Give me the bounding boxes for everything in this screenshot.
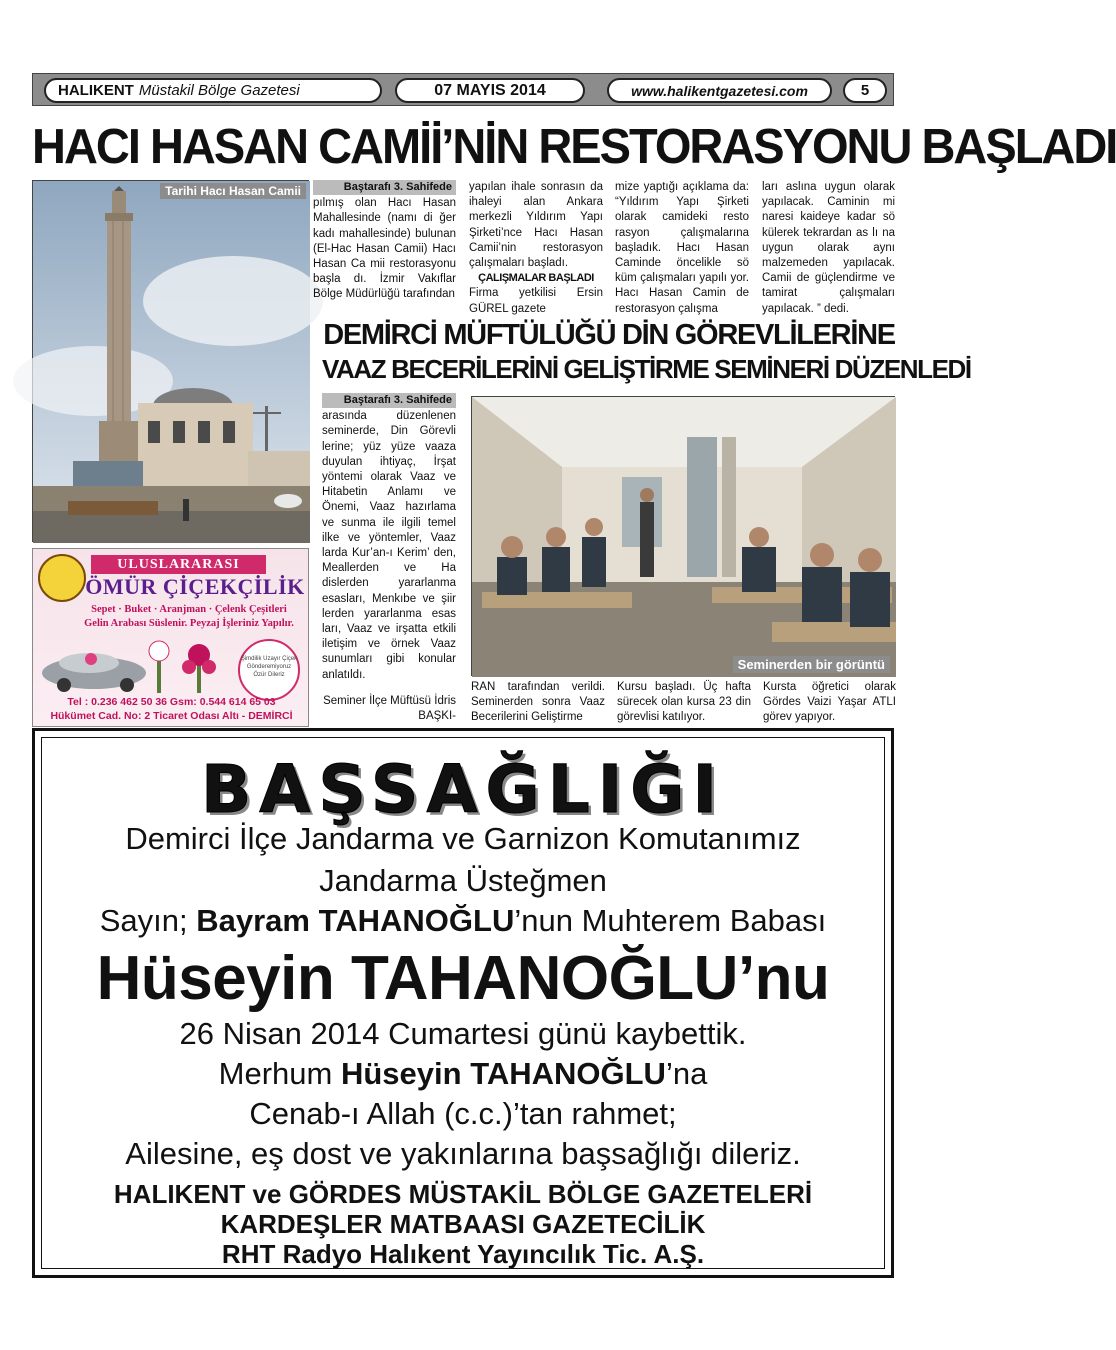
website-link[interactable]: www.halikentgazetesi.com [607, 78, 832, 103]
article2-column-4: Kursta öğretici olarak Gördes Vaizi Yaşar ATLI görev yapıyor. [763, 681, 896, 724]
article1-col3-text: mize yaptığı açıklama da: “Yıldırım Yapı Şirketi olarak camideki resto rasyon çalışmalarına başladık. Hacı Hasan Caminde öncelikle sö küm çalışmaları yapılı yor. Hacı Hasan Camin de restorasyon çalışma [615, 181, 749, 315]
article2-col1-end: Seminer İlçe Müftüsü İdris BAŞKI- [323, 695, 456, 723]
condolence-line-6 [35, 1056, 891, 1092]
condolence-line-1: Demirci İlçe Jandarma ve Garnizon Komutanımız [125, 821, 801, 856]
condolence-line-8: Ailesine, eş dost ve yakınlarına başsağlığı dileriz. [125, 1136, 801, 1171]
condolence-relation: ’nun Muhterem Babası [514, 903, 827, 938]
condolence-line-5: 26 Nisan 2014 Cumartesi günü kaybettik. [179, 1016, 747, 1051]
seminar-photo [471, 396, 895, 676]
article1-column-1 [313, 180, 456, 303]
continued-from-label: Baştarafı 3. Sahifede [313, 180, 456, 195]
mosque-photo [32, 180, 309, 542]
condolence-line-7: Cenab-ı Allah (c.c.)’tan rahmet; [249, 1096, 677, 1131]
ad-ribbon: ULUSLARARASI [91, 555, 266, 574]
ad-business-name: ÖMÜR ÇİÇEKÇİLİK [85, 574, 305, 599]
article2-column-2: RAN tarafından verildi. Seminerden sonra Vaaz Becerilerini Geliştirme [471, 681, 605, 724]
photo-caption: Tarihi Hacı Hasan Camii [160, 183, 306, 199]
article1-column-3 [615, 180, 749, 317]
condolence-deceased-bold: Hüseyin TAHANOĞLU [340, 1056, 666, 1091]
article2-headline [322, 318, 971, 386]
brand-tagline: Müstakil Bölge Gazetesi [138, 82, 300, 99]
condolence-signature-1: HALIKENT ve GÖRDES MÜSTAKİL BÖLGE GAZETELERİ [113, 1179, 813, 1209]
condolence-signature-3: RHT Radyo Halıkent Yayıncılık Tic. A.Ş. [221, 1239, 705, 1269]
article1-subheading: ÇALIŞMALAR BAŞLADI [478, 272, 594, 285]
article2-column-1 [322, 393, 456, 683]
florist-logo-icon [38, 554, 86, 602]
condolence-line-2: Jandarma Üsteğmen [319, 863, 607, 898]
article1-headline: HACI HASAN CAMİİ’NİN RESTORASYONU BAŞLADI [32, 117, 1116, 174]
article2-headline-line2: VAAZ BECERİLERİNİ GELİŞTİRME SEMİNERİ DÜZENLEDİ [322, 354, 971, 384]
article1-col4-text: ları aslına uygun olarak yapılacak. Caminin mi naresi kaideye kadar sö külerek tekrardan as lı na uygun olarak aynı malzemeden yapılacak. Camii de güçlendirme ve tamirat çalışmaları yapılacak. ” dedi. [762, 181, 895, 315]
article1-column-2 [469, 180, 603, 317]
condolence-notice [32, 728, 894, 1278]
condolence-deceased-name: Hüseyin TAHANOĞLU’nu [96, 944, 830, 1013]
ad-address: Hükümet Cad. No: 2 Ticaret Odası Altı - DEMİRCİ [50, 710, 293, 722]
ad-services: Sepet · Buket · Aranjman · Çelenk Çeşitleri [91, 604, 287, 615]
article1-column-4 [762, 180, 895, 317]
condolence-salutation: Sayın; [99, 903, 197, 938]
header-bar [32, 73, 894, 106]
condolence-signature-2: KARDEŞLER MATBAASI GAZETECİLİK [220, 1209, 706, 1239]
article1-col2-text: yapılan ihale sonrasın da ihaleyi alan Ankara merkezli Yıldırım Yapı Şirketi’nce Hacı Hasan Camii’nin restorasyon çalışmaları başladı. [469, 181, 603, 270]
article1-col1-text: pılmış olan Hacı Hasan Mahallesinde (namı di ğer kadı mahallesinde) bulunan (El-Hac Hasan Camii) Hacı Hasan Ca mii restorasyonu başla dı. İzmir Vakıflar Bölge Müdürlüğü tarafından [313, 197, 456, 301]
ad-stamp: Şimdilik Uzayır Çiçek Gönderemiyoruz Özür Dileriz [238, 639, 300, 701]
page-number: 5 [843, 78, 887, 103]
issue-date: 07 MAYIS 2014 [395, 78, 585, 103]
article2-col1-text: arasında düzenlenen seminerde, Din Görevli lerine; yüz yüze vaaza duyulan ihtiyaç, İrşat yöntemi olarak Vaaz ve Hitabetin Anlamı ve Önemi, Vaaz hazırlama ve sunma ile ilgili temel ilke ve yöntemler, Vaaz larda Kur’an-ı Kerim’ den, Meallerden ve Ha dislerden yararlanma esasları, Menkıbe ve şiir lerden yararlanma esas ları, Vaaz ve irşatta etkili iletişim ve örnek Vaaz sunumları gibi konular anlatıldı. [322, 410, 456, 681]
continued-from-label: Baştarafı 3. Sahifede [322, 393, 456, 408]
brand-name: HALIKENT [58, 82, 134, 99]
condolence-commander-name: Bayram TAHANOĞLU [196, 903, 515, 938]
condolence-title: BAŞSAĞLIĞI [200, 751, 726, 828]
photo-caption: Seminerden bir görüntü [733, 656, 890, 673]
florist-advertisement [32, 548, 309, 727]
article2-headline-line1: DEMİRCİ MÜFTÜLÜĞÜ DİN GÖREVLİLERİNE [323, 319, 895, 351]
condolence-suffix: ’na [665, 1056, 708, 1091]
ad-services-2: Gelin Arabası Süslenir. Peyzaj İşleriniz Yapılır. [84, 618, 294, 629]
wedding-car-icon [39, 637, 229, 697]
ad-contact: Tel : 0.236 462 50 36 Gsm: 0.544 614 65 03 [67, 696, 276, 708]
article2-column-3: Kursu başladı. Üç hafta sürecek olan kursa 23 din görevlisi katılıyor. [617, 681, 751, 724]
condolence-line-3 [35, 903, 891, 939]
masthead-brand [44, 78, 382, 103]
condolence-merhum: Merhum [218, 1056, 341, 1091]
article1-col2-text-b: Firma yetkilisi Ersin GÜREL gazete [469, 287, 603, 315]
